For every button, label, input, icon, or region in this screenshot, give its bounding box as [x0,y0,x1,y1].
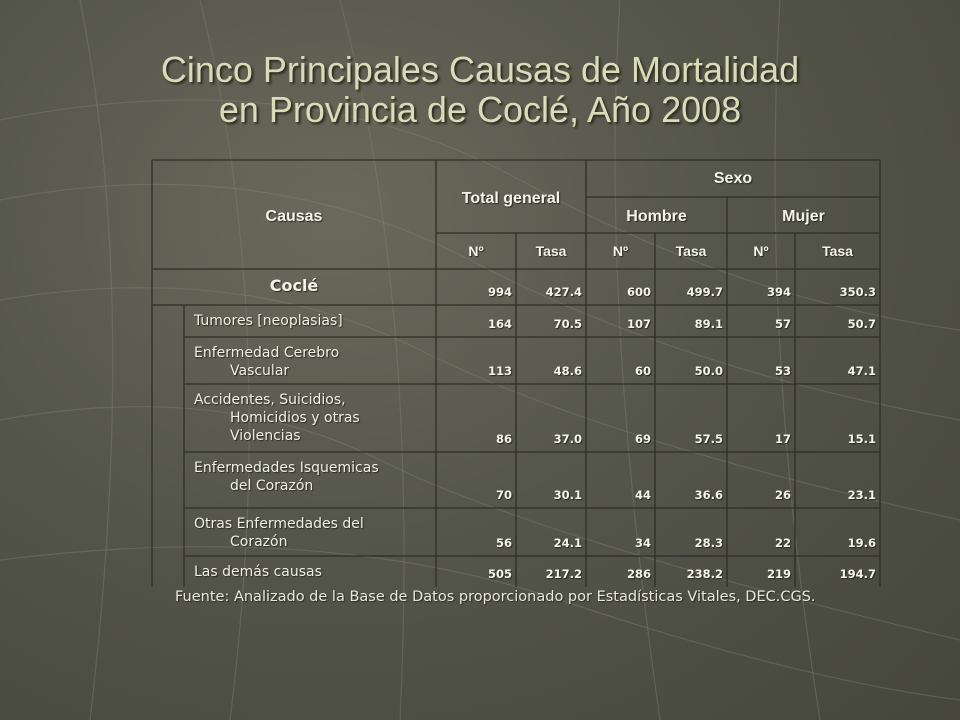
table-cell-value: 57.5 [694,432,723,446]
table-cell-value: 89.1 [694,317,723,331]
cause-line: Accidentes, Suicidios, [194,392,346,408]
subheader-total-no: Nº [468,243,484,259]
table-cell-value: 238.2 [686,567,723,581]
table-cell-value: 56 [495,536,512,550]
table-cell-value: 217.2 [545,567,582,581]
table-cell-value: 86 [495,432,512,446]
region-value: 350.3 [839,285,876,299]
table-cell-value: 70.5 [553,317,582,331]
table-row-cause [194,563,434,581]
table-cell-value: 28.3 [694,536,723,550]
cause-line: Homicidios y otras [230,410,360,426]
table-row-cause [194,515,434,551]
table-cell-value: 50.0 [694,364,723,378]
table-cell-value: 194.7 [839,567,876,581]
region-value: 394 [766,285,791,299]
table-cell-value: 219 [766,567,791,581]
header-total-general: Total general [461,190,561,207]
table-row-cause [194,459,434,495]
table-row-cause [194,312,434,330]
cause-line: Otras Enfermedades del [194,516,364,532]
table-cell-value: 47.1 [847,364,876,378]
table-cell-value: 17 [774,432,791,446]
cause-line: Tumores [neoplasias] [194,313,343,329]
cause-line: Violencias [230,428,301,444]
table-cell-value: 34 [634,536,651,550]
table-cell-value: 23.1 [847,488,876,502]
table-cell-value: 15.1 [847,432,876,446]
table-cell-value: 70 [495,488,512,502]
table-cell-value: 44 [634,488,651,502]
cause-line: Enfermedades Isquemicas [194,460,379,476]
subheader-mujer-tasa: Tasa [822,243,853,259]
region-value: 600 [626,285,651,299]
table-cell-value: 107 [626,317,651,331]
subheader-total-tasa: Tasa [535,243,567,259]
table-cell-value: 30.1 [553,488,582,502]
table-cell-value: 22 [774,536,791,550]
table-cell-value: 60 [634,364,651,378]
region-label: Coclé [269,276,319,295]
table-row-cause [194,391,434,445]
table-cell-value: 37.0 [553,432,582,446]
table-cell-value: 19.6 [847,536,876,550]
table-cell-value: 164 [487,317,512,331]
header-hombre: Hombre [626,208,687,225]
table-cell-value: 113 [487,364,512,378]
table-cell-value: 505 [487,567,512,581]
region-value: 499.7 [686,285,723,299]
header-sexo: Sexo [713,170,753,187]
cause-line: Las demás causas [194,564,322,580]
table-row-cause [194,344,434,380]
table-cell-value: 24.1 [553,536,582,550]
cause-line: del Corazón [230,478,314,494]
cause-line: Vascular [230,363,290,379]
source-note: Fuente: Analizado de la Base de Datos proporcionado por Estadísticas Vitales, DEC.CGS. [175,589,816,605]
table-cell-value: 286 [626,567,651,581]
table-cell-value: 53 [774,364,791,378]
cause-line: Enfermedad Cerebro [194,345,340,361]
region-value: 994 [487,285,512,299]
table-cell-value: 36.6 [694,488,723,502]
table-cell-value: 57 [774,317,791,331]
subheader-mujer-no: Nº [753,243,769,259]
header-causas: Causas [265,208,323,225]
cause-line: Corazón [230,534,288,550]
region-value: 427.4 [545,285,582,299]
table-cell-value: 26 [774,488,791,502]
header-mujer: Mujer [782,208,825,225]
table-cell-value: 50.7 [847,317,876,331]
subheader-hombre-tasa: Tasa [675,243,707,259]
slide-title-line1: Cinco Principales Causas de Mortalidad [160,49,800,90]
table-cell-value: 48.6 [553,364,582,378]
table-cell-value: 69 [634,432,651,446]
subheader-hombre-no: Nº [612,243,629,259]
slide-title-line2: en Provincia de Coclé, Año 2008 [218,89,742,130]
